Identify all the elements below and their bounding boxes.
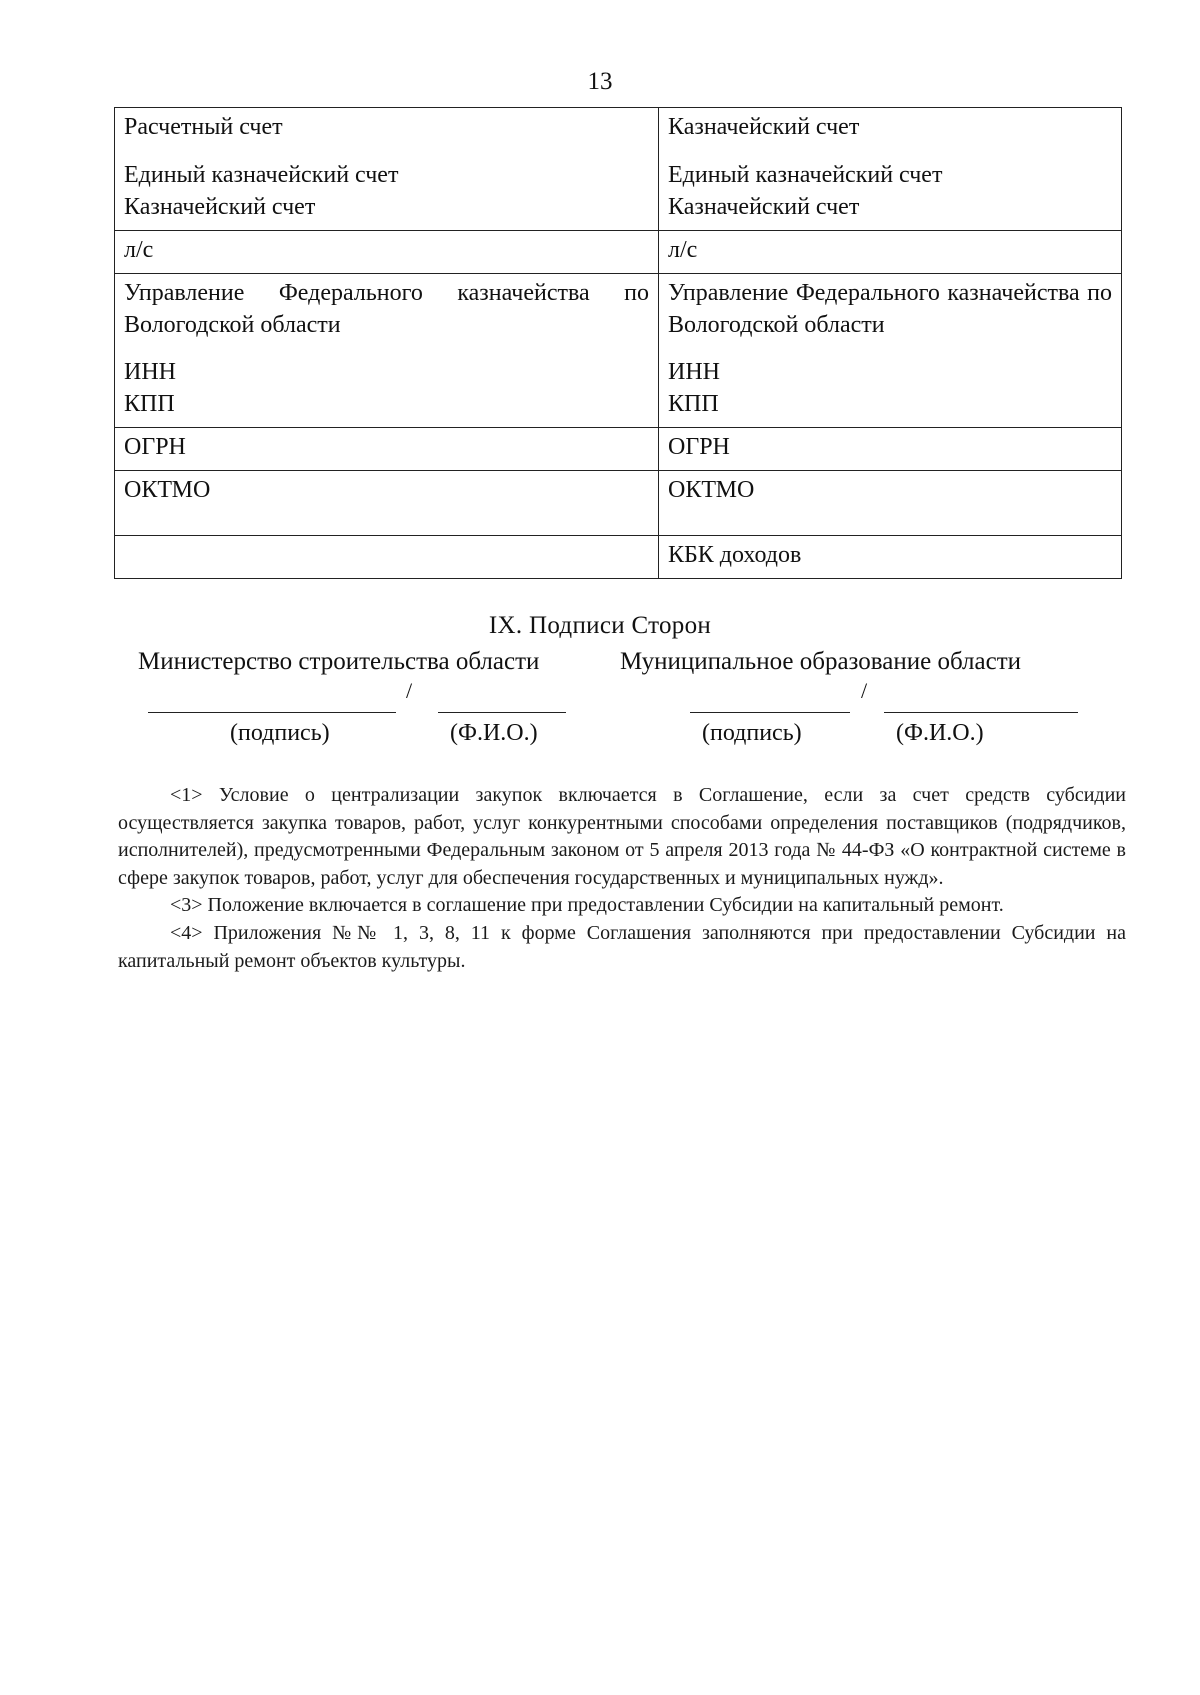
- table-row: [115, 108, 1122, 231]
- ogrn-cell: [659, 428, 1122, 471]
- recipient-account-cell: [659, 108, 1122, 231]
- inn-label: ИНН: [124, 359, 176, 386]
- treasury-account-label: Казначейский счет: [668, 193, 860, 220]
- table-row: [115, 471, 1122, 536]
- left-signature-line: [148, 712, 396, 713]
- treasury-office-cell: [115, 273, 659, 428]
- page-number: 13: [587, 68, 613, 95]
- kbk-cell: [659, 536, 1122, 579]
- table-row: [115, 273, 1122, 428]
- kpp-label: КПП: [124, 391, 175, 418]
- requisites-table: [114, 107, 1122, 579]
- right-signature-line: [690, 712, 850, 713]
- left-signature-caption: (подпись): [230, 720, 330, 746]
- kbk-label: КБК доходов: [668, 542, 802, 569]
- personal-account-label: л/с: [124, 236, 154, 263]
- settlement-account-label: Расчетный счет: [124, 114, 283, 140]
- left-name-line: [438, 712, 566, 713]
- personal-account-label: л/с: [668, 236, 698, 263]
- oktmo-label: ОКТМО: [668, 477, 755, 504]
- right-name-caption: (Ф.И.О.): [896, 720, 984, 746]
- signature-slash: /: [861, 678, 868, 703]
- footnotes: [118, 782, 1126, 975]
- oktmo-cell: [115, 471, 659, 536]
- oktmo-cell: [659, 471, 1122, 536]
- kpp-label: КПП: [668, 391, 719, 418]
- footnote-3: <3> Положение включается в соглашение при предоставлении Субсидии на капитальный ремонт.: [170, 894, 1004, 917]
- treasury-office-name: Управление Федерального казначейства по Вологодской области: [668, 279, 1112, 338]
- left-name-caption: (Ф.И.О.): [450, 720, 538, 746]
- left-party-name: Министерство строительства области: [138, 648, 540, 675]
- personal-account-cell: [659, 230, 1122, 273]
- section-title: IX. Подписи Сторон: [488, 612, 712, 639]
- signature-slash: /: [406, 678, 413, 703]
- personal-account-cell: [115, 230, 659, 273]
- footnote-1: <1> Условие о централизации закупок включается в Соглашение, если за счет средств субсидии осуществляется закупка товаров, работ, услуг конкурентными способами определения поставщиков (подрядчиков, исполнителей), предусмотренными Федеральным законом от 5 апреля 2013 года № 44-ФЗ «О контрактной системе в сфере закупок товаров, работ, услуг для обеспечения государственных и муниципальных нужд».: [118, 784, 1126, 889]
- right-name-line: [884, 712, 1078, 713]
- table-row: [115, 536, 1122, 579]
- ogrn-cell: [115, 428, 659, 471]
- treasury-account-label: Казначейский счет: [124, 193, 316, 220]
- ogrn-label: ОГРН: [668, 434, 730, 461]
- empty-cell: [115, 536, 659, 579]
- footnote-4: <4> Приложения №№ 1, 3, 8, 11 к форме Соглашения заполняются при предоставлении Субсидии на капитальный ремонт объектов культуры.: [118, 921, 1126, 972]
- table-row: [115, 428, 1122, 471]
- single-treasury-account-label: Единый казначейский счет: [124, 161, 399, 188]
- treasury-office-name: Управление Федерального казначейства по Вологодской области: [124, 279, 649, 338]
- right-signature-caption: (подпись): [702, 720, 802, 746]
- ogrn-label: ОГРН: [124, 434, 186, 461]
- single-treasury-account-label: Единый казначейский счет: [668, 161, 943, 188]
- payer-account-cell: [115, 108, 659, 231]
- oktmo-label: ОКТМО: [124, 477, 211, 504]
- treasury-account-label: Казначейский счет: [668, 114, 860, 140]
- table-row: [115, 230, 1122, 273]
- inn-label: ИНН: [668, 359, 720, 386]
- treasury-office-cell: [659, 273, 1122, 428]
- right-party-name: Муниципальное образование области: [620, 648, 1022, 675]
